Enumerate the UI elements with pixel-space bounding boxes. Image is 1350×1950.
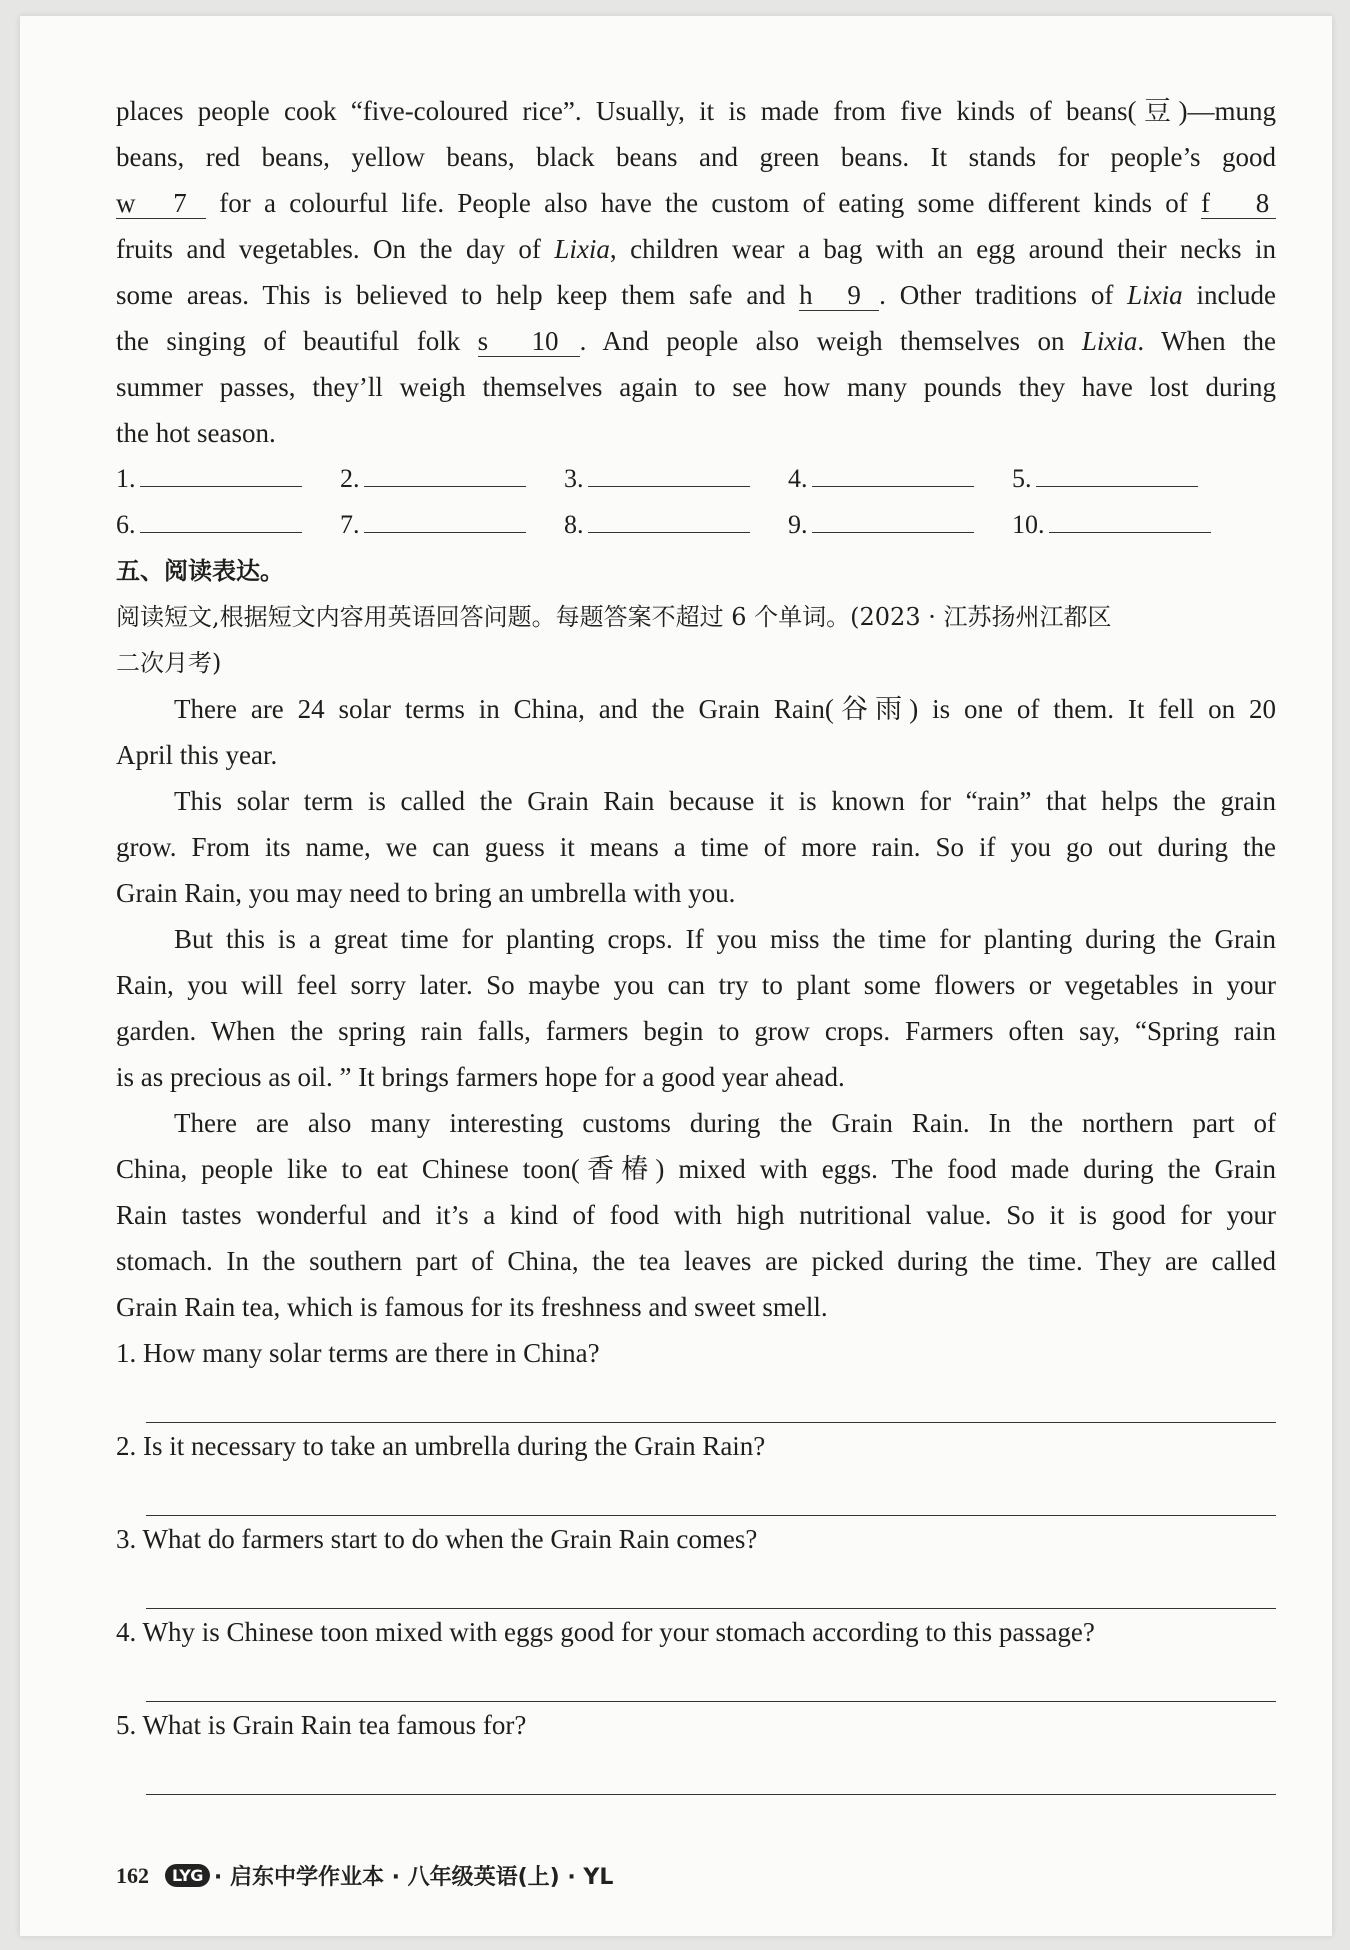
passage-line: There are also many interesting customs during the Grain Rain. In the northern part of [174, 1108, 1276, 1138]
fill-answer-4[interactable]: 4. [788, 456, 1012, 502]
page-number: 162 [116, 1862, 149, 1888]
fill-answer-1[interactable]: 1. [116, 456, 340, 502]
passage-line: fruits and vegetables. On the day of Lixia, children wear a bag with an egg around their necks in [116, 234, 1276, 264]
question-3: 3. What do farmers start to do when the Grain Rain comes? [116, 1524, 758, 1554]
section-instruction-cont: 二次月考) [116, 649, 222, 677]
passage-line: is as precious as oil. ” It brings farmers hope for a good year ahead. [116, 1062, 845, 1092]
passage-line: the hot season. [116, 418, 276, 448]
fill-answer-2[interactable]: 2. [340, 456, 564, 502]
page-content [116, 88, 1276, 1795]
passage-line: stomach. In the southern part of China, the tea leaves are picked during the time. They are called [116, 1246, 1276, 1276]
section-title: 五、阅读表达。 [116, 557, 284, 585]
question-1: 1. How many solar terms are there in China? [116, 1338, 600, 1368]
passage-line: grow. From its name, we can guess it means a time of more rain. So if you go out during the [116, 832, 1276, 862]
passage-line: beans, red beans, yellow beans, black beans and green beans. It stands for people’s good [116, 142, 1276, 172]
passage-line: Rain tastes wonderful and it’s a kind of food with high nutritional value. So it is good for your [116, 1200, 1276, 1230]
question-5: 5. What is Grain Rain tea famous for? [116, 1710, 527, 1740]
passage-line: Grain Rain tea, which is famous for its freshness and sweet smell. [116, 1292, 828, 1322]
passage-line: This solar term is called the Grain Rain because it is known for “rain” that helps the grain [174, 786, 1276, 816]
passage-line: the singing of beautiful folk s 10 . And people also weigh themselves on Lixia. When the [116, 326, 1276, 356]
passage-line: April this year. [116, 740, 278, 770]
passage-line: w 7 for a colourful life. People also have the custom of eating some different kinds of f 8 [116, 180, 1276, 226]
fill-answer-3[interactable]: 3. [564, 456, 788, 502]
passage-line: Grain Rain, you may need to bring an umbrella with you. [116, 878, 736, 908]
fill-answer-7[interactable]: 7. [340, 502, 564, 548]
blank-10[interactable]: s 10 [478, 326, 580, 357]
fill-answer-8[interactable]: 8. [564, 502, 788, 548]
passage-line: places people cook “five-coloured rice”. Usually, it is made from five kinds of beans(豆)—mung [116, 96, 1276, 126]
blank-7[interactable]: w 7 [116, 188, 206, 219]
blank-9[interactable]: h 9 [799, 280, 879, 311]
passage-line: But this is a great time for planting crops. If you miss the time for planting during the Grain [174, 924, 1276, 954]
passage-line: garden. When the spring rain falls, farmers begin to grow crops. Farmers often say, “Spring rain [116, 1016, 1276, 1046]
passage-line: some areas. This is believed to help keep them safe and h 9 . Other traditions of Lixia include [116, 280, 1276, 310]
answer-line-1[interactable] [146, 1376, 1276, 1423]
fill-answer-6[interactable]: 6. [116, 502, 340, 548]
passage-line: China, people like to eat Chinese toon(香椿) mixed with eggs. The food made during the Grain [116, 1154, 1276, 1184]
page-footer [116, 1860, 613, 1891]
answer-line-2[interactable] [146, 1469, 1276, 1516]
question-4: 4. Why is Chinese toon mixed with eggs good for your stomach according to this passage? [116, 1617, 1095, 1647]
answer-line-4[interactable] [146, 1655, 1276, 1702]
document-page [20, 16, 1332, 1936]
answer-line-5[interactable] [146, 1748, 1276, 1795]
passage-line: summer passes, they’ll weigh themselves again to see how many pounds they have lost during [116, 372, 1276, 402]
question-2: 2. Is it necessary to take an umbrella during the Grain Rain? [116, 1431, 766, 1461]
fill-answer-10[interactable]: 10. [1012, 502, 1236, 548]
blank-8[interactable]: f 8 [1201, 188, 1276, 219]
fill-answers-row-2 [116, 502, 1276, 548]
book-title: · 启东中学作业本 · 八年级英语(上) · YL [213, 1865, 614, 1890]
answer-line-3[interactable] [146, 1562, 1276, 1609]
fill-answers-row-1 [116, 456, 1276, 502]
fill-answer-5[interactable]: 5. [1012, 456, 1236, 502]
fill-answer-9[interactable]: 9. [788, 502, 1012, 548]
passage-line: There are 24 solar terms in China, and the Grain Rain(谷雨) is one of them. It fell on 20 [174, 694, 1276, 724]
section-instruction: 阅读短文,根据短文内容用英语回答问题。每题答案不超过 6 个单词。(2023 · 江苏扬州江都区 [116, 603, 1112, 631]
passage-line: Rain, you will feel sorry later. So maybe you can try to plant some flowers or vegetables in your [116, 970, 1276, 1000]
publisher-logo: LYG [165, 1864, 210, 1887]
